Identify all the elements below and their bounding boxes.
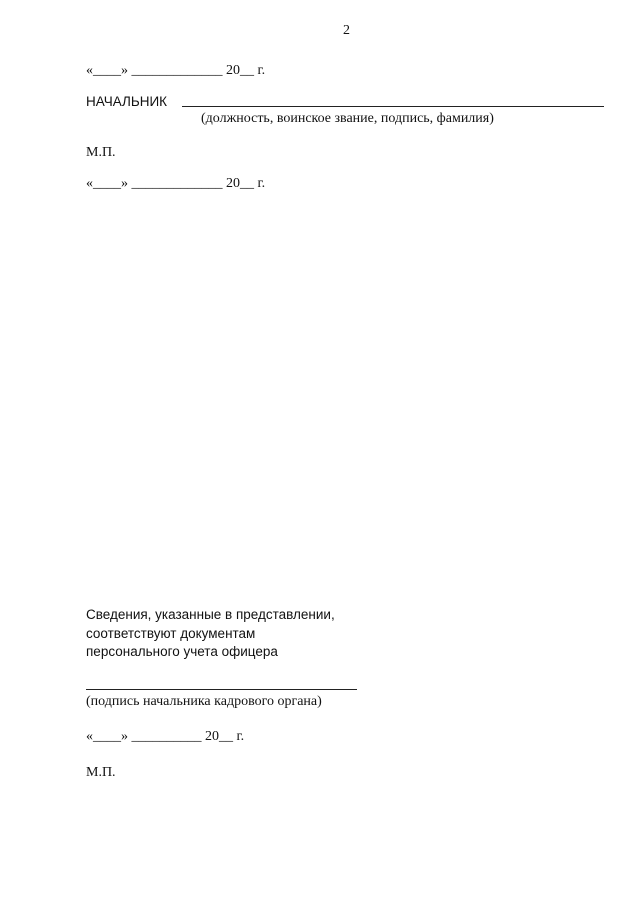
chief-signature-line xyxy=(182,106,604,107)
date-line-top: «____» _____________ 20__ г. xyxy=(86,63,266,78)
certification-line-3: персонального учета офицера xyxy=(86,644,278,659)
stamp-mark-bottom: М.П. xyxy=(86,765,116,780)
personnel-signature-line xyxy=(86,689,357,690)
certification-line-2: соответствуют документам xyxy=(86,626,256,641)
personnel-signature-caption: (подпись начальника кадрового органа) xyxy=(86,694,322,709)
date-line-bottom: «____» __________ 20__ г. xyxy=(86,729,245,744)
chief-label: НАЧАЛЬНИК xyxy=(86,94,168,109)
page-number: 2 xyxy=(343,23,350,38)
date-line-middle: «____» _____________ 20__ г. xyxy=(86,176,266,191)
chief-caption: (должность, воинское звание, подпись, фамилия) xyxy=(201,111,494,126)
stamp-mark-top: М.П. xyxy=(86,145,116,160)
certification-line-1: Сведения, указанные в представлении, xyxy=(86,607,335,622)
